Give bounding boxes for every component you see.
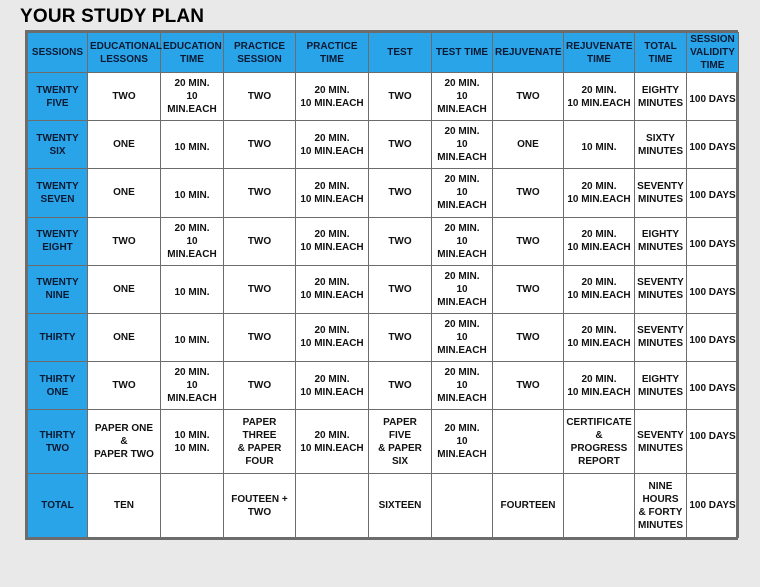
table-cell: 20 MIN. 10 MIN.EACH: [564, 169, 635, 217]
table-cell: 100 DAYS: [687, 410, 739, 474]
table-cell: ONE: [88, 169, 161, 217]
table-cell: TWO: [493, 73, 564, 121]
header-education-time: EDUCATION TIME: [161, 33, 224, 73]
header-practice-session: PRACTICE SESSION: [224, 33, 296, 73]
table-cell: 10 MIN.: [161, 313, 224, 361]
table-cell: SIXTEEN: [369, 474, 432, 538]
table-cell: EIGHTY MINUTES: [635, 217, 687, 265]
table-cell: TWO: [369, 73, 432, 121]
table-cell: EIGHTY MINUTES: [635, 362, 687, 410]
table-cell: 20 MIN. 10 MIN.EACH: [432, 313, 493, 361]
table-cell: 100 DAYS: [687, 121, 739, 169]
table-cell: SEVENTY MINUTES: [635, 169, 687, 217]
table-row: [28, 217, 739, 265]
table-cell: 20 MIN. 10 MIN.EACH: [296, 265, 369, 313]
table-cell: 10 MIN.: [161, 169, 224, 217]
table-row: [28, 362, 739, 410]
table-cell: [161, 474, 224, 538]
table-cell: TWO: [224, 73, 296, 121]
header-total-time: TOTAL TIME: [635, 33, 687, 73]
table-row: [28, 169, 739, 217]
table-cell: TWO: [493, 169, 564, 217]
table-cell: 10 MIN.: [564, 121, 635, 169]
table-cell: FOURTEEN: [493, 474, 564, 538]
table-cell: PAPER THREE & PAPER FOUR: [224, 410, 296, 474]
study-plan-table: [25, 30, 738, 540]
header-rejuvenate-time: REJUVENATE TIME: [564, 33, 635, 73]
table-cell: 20 MIN. 10 MIN.EACH: [564, 313, 635, 361]
table-cell: TWO: [369, 121, 432, 169]
table-cell: ONE: [88, 121, 161, 169]
table-cell: 20 MIN. 10 MIN.EACH: [432, 73, 493, 121]
table-cell: TWO: [369, 217, 432, 265]
table-cell: 20 MIN. 10 MIN.EACH: [296, 73, 369, 121]
table-cell: PAPER FIVE & PAPER SIX: [369, 410, 432, 474]
table-cell: 100 DAYS: [687, 362, 739, 410]
table-cell: EIGHTY MINUTES: [635, 73, 687, 121]
table-cell: TWO: [493, 362, 564, 410]
table-cell: 20 MIN. 10 MIN.EACH: [564, 217, 635, 265]
table-cell: 20 MIN. 10 MIN.EACH: [161, 73, 224, 121]
table-cell: 100 DAYS: [687, 73, 739, 121]
table-cell: SEVENTY MINUTES: [635, 410, 687, 474]
table-cell: 10 MIN. 10 MIN.: [161, 410, 224, 474]
table-cell: 20 MIN. 10 MIN.EACH: [432, 362, 493, 410]
table-cell: TWO: [88, 362, 161, 410]
table-cell: 100 DAYS: [687, 217, 739, 265]
table-cell: 20 MIN. 10 MIN.EACH: [432, 121, 493, 169]
table-cell: TWO: [224, 121, 296, 169]
table-cell: SEVENTY MINUTES: [635, 313, 687, 361]
session-cell: TWENTY SIX: [28, 121, 88, 169]
total-label-cell: TOTAL: [28, 474, 88, 538]
table-cell: 20 MIN. 10 MIN.EACH: [432, 265, 493, 313]
session-cell: TWENTY FIVE: [28, 73, 88, 121]
table-row: [28, 410, 739, 474]
table-cell: 20 MIN. 10 MIN.EACH: [296, 313, 369, 361]
table-row: [28, 313, 739, 361]
session-cell: THIRTY TWO: [28, 410, 88, 474]
table-cell: 20 MIN. 10 MIN.EACH: [296, 362, 369, 410]
table-cell: ONE: [88, 313, 161, 361]
session-cell: TWENTY EIGHT: [28, 217, 88, 265]
header-test: TEST: [369, 33, 432, 73]
table-cell: TWO: [224, 265, 296, 313]
table-cell: 20 MIN. 10 MIN.EACH: [432, 410, 493, 474]
table-cell: TWO: [493, 217, 564, 265]
table-cell: 20 MIN. 10 MIN.EACH: [296, 217, 369, 265]
session-cell: THIRTY: [28, 313, 88, 361]
table-cell: CERTIFICATE & PROGRESS REPORT: [564, 410, 635, 474]
table-row: [28, 265, 739, 313]
table-cell: 10 MIN.: [161, 265, 224, 313]
table-cell: NINE HOURS & FORTY MINUTES: [635, 474, 687, 538]
header-session-validity-time: SESSION VALIDITY TIME: [687, 33, 739, 73]
table-cell: 20 MIN. 10 MIN.EACH: [432, 217, 493, 265]
header-test-time: TEST TIME: [432, 33, 493, 73]
session-cell: TWENTY NINE: [28, 265, 88, 313]
table-cell: ONE: [88, 265, 161, 313]
table-cell: TWO: [493, 313, 564, 361]
table-cell: 100 DAYS: [687, 265, 739, 313]
table-cell: TWO: [369, 313, 432, 361]
table-cell: 20 MIN. 10 MIN.EACH: [296, 169, 369, 217]
session-cell: THIRTY ONE: [28, 362, 88, 410]
table-cell: TWO: [493, 265, 564, 313]
table-row: [28, 121, 739, 169]
table-cell: [493, 410, 564, 474]
table-cell: TWO: [369, 362, 432, 410]
session-cell: TWENTY SEVEN: [28, 169, 88, 217]
header-rejuvenate: REJUVENATE: [493, 33, 564, 73]
table-cell: 10 MIN.: [161, 121, 224, 169]
table-cell: 20 MIN. 10 MIN.EACH: [564, 265, 635, 313]
header-practice-time: PRACTICE TIME: [296, 33, 369, 73]
table-cell: 20 MIN. 10 MIN.EACH: [564, 362, 635, 410]
table-cell: TWO: [224, 362, 296, 410]
table-cell: 100 DAYS: [687, 313, 739, 361]
table-cell: 20 MIN. 10 MIN.EACH: [161, 362, 224, 410]
table-cell: 20 MIN. 10 MIN.EACH: [296, 410, 369, 474]
table-cell: TEN: [88, 474, 161, 538]
table-cell: 20 MIN. 10 MIN.EACH: [564, 73, 635, 121]
table-cell: [432, 474, 493, 538]
table-row: [28, 73, 739, 121]
table-cell: TWO: [369, 265, 432, 313]
table-cell: TWO: [369, 169, 432, 217]
table-cell: SIXTY MINUTES: [635, 121, 687, 169]
table-cell: PAPER ONE & PAPER TWO: [88, 410, 161, 474]
header-row: [28, 33, 739, 73]
table-cell: FOUTEEN + TWO: [224, 474, 296, 538]
header-educational-lessons: EDUCATIONAL LESSONS: [88, 33, 161, 73]
table-cell: TWO: [224, 169, 296, 217]
table-cell: TWO: [224, 217, 296, 265]
table-cell: 100 DAYS: [687, 169, 739, 217]
table-cell: 20 MIN. 10 MIN.EACH: [432, 169, 493, 217]
table-cell: 100 DAYS: [687, 474, 739, 538]
table-cell: TWO: [88, 217, 161, 265]
table-cell: SEVENTY MINUTES: [635, 265, 687, 313]
header-sessions: SESSIONS: [28, 33, 88, 73]
table-cell: TWO: [88, 73, 161, 121]
table-cell: [296, 474, 369, 538]
table-cell: ONE: [493, 121, 564, 169]
table-cell: [564, 474, 635, 538]
table-row-total: [28, 474, 739, 538]
table-cell: TWO: [224, 313, 296, 361]
table-cell: 20 MIN. 10 MIN.EACH: [161, 217, 224, 265]
table-cell: 20 MIN. 10 MIN.EACH: [296, 121, 369, 169]
page-title: YOUR STUDY PLAN: [20, 6, 205, 27]
